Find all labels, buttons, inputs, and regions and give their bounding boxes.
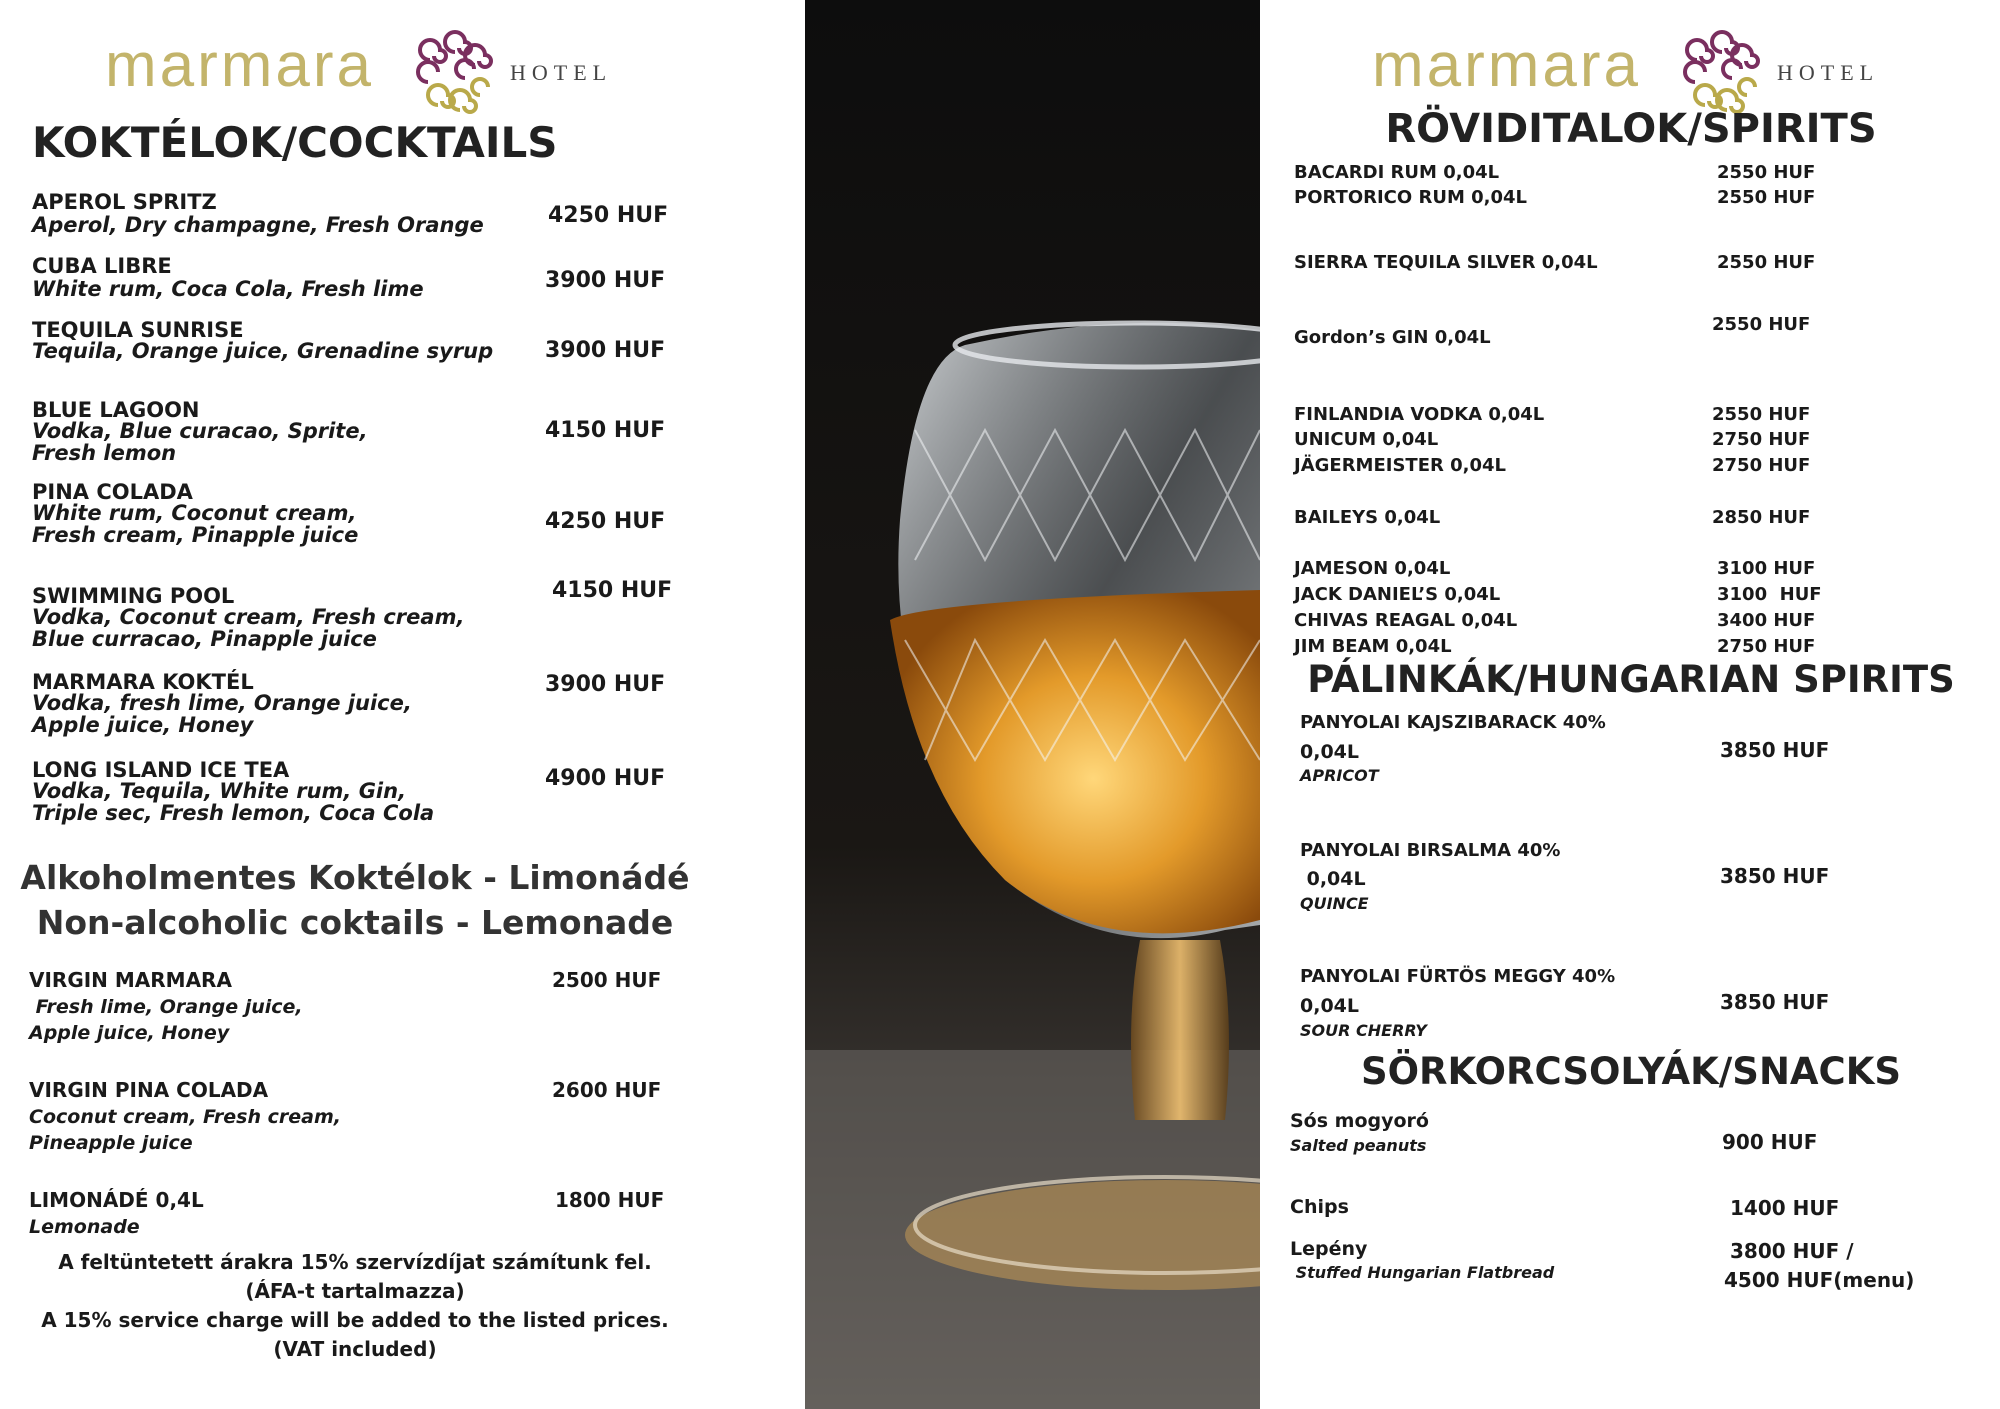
nonalcoholic-desc: Coconut cream, Fresh cream, <box>29 1106 341 1128</box>
spirit-price: 2550 HUF <box>1712 314 1811 335</box>
cocktail-price: 4900 HUF <box>545 766 666 791</box>
spirit-name: BACARDI RUM 0,04L <box>1294 162 1500 183</box>
spirit-name: BAILEYS 0,04L <box>1294 507 1441 528</box>
spirit-name: Gordon’s GIN 0,04L <box>1294 327 1491 348</box>
logo-swirl-icon <box>410 30 500 120</box>
logo-wordmark: marmara <box>1372 31 1642 100</box>
snack-name: Lepény <box>1290 1238 1368 1260</box>
palinka-size: 0,04L <box>1300 741 1359 763</box>
logo-left <box>105 30 625 110</box>
nonalcoholic-name: VIRGIN MARMARA <box>29 968 232 992</box>
cocktail-name: CUBA LIBRE <box>32 254 172 278</box>
spirit-name: UNICUM 0,04L <box>1294 429 1439 450</box>
cocktail-desc: Vodka, Tequila, White rum, Gin, <box>32 779 407 803</box>
cocktails-title: KOKTÉLOK/COCKTAILS <box>32 118 558 167</box>
palinka-desc: SOUR CHERRY <box>1300 1021 1427 1040</box>
cocktail-desc: Apple juice, Honey <box>32 713 254 737</box>
notice-line: (ÁFA-t tartalmazza) <box>245 1279 465 1303</box>
spirit-name: SIERRA TEQUILA SILVER 0,04L <box>1294 252 1598 273</box>
cocktail-price: 3900 HUF <box>545 268 666 293</box>
spirit-name: JAMESON 0,04L <box>1294 558 1451 579</box>
spirit-price: 2550 HUF <box>1712 404 1811 425</box>
cocktail-name: LONG ISLAND ICE TEA <box>32 758 290 782</box>
snacks-title: SÖRKORCSOLYÁK/SNACKS <box>1360 1050 1902 1093</box>
cocktail-desc: White rum, Coconut cream, <box>32 501 357 525</box>
palinka-name: PANYOLAI BIRSALMA 40% <box>1300 840 1561 861</box>
notice-line: (VAT included) <box>273 1337 437 1361</box>
snack-name: Sós mogyoró <box>1290 1110 1429 1132</box>
cocktail-price: 4250 HUF <box>548 203 669 228</box>
spirits-title: RÖVIDITALOK/SPIRITS <box>1385 106 1877 152</box>
cocktail-desc: Fresh lemon <box>32 441 177 465</box>
cocktail-desc: Vodka, fresh lime, Orange juice, <box>32 691 412 715</box>
cocktail-desc: Blue curracao, Pinapple juice <box>32 627 377 651</box>
spirit-price: 3100 HUF <box>1717 558 1816 579</box>
cocktail-desc: White rum, Coca Cola, Fresh lime <box>32 277 424 301</box>
cocktail-price: 4150 HUF <box>545 418 666 443</box>
logo-right <box>1372 30 1892 110</box>
nonalcoholic-title-hu: Alkoholmentes Koktélok - Limonádé <box>20 858 690 897</box>
nonalcoholic-desc: Apple juice, Honey <box>29 1022 230 1044</box>
cocktail-price: 3900 HUF <box>545 672 666 697</box>
spirit-price: 3400 HUF <box>1717 610 1816 631</box>
spirit-name: JACK DANIEL’S 0,04L <box>1294 584 1501 605</box>
nonalcoholic-price: 1800 HUF <box>555 1188 665 1212</box>
spirit-price: 2850 HUF <box>1712 507 1811 528</box>
spirit-name: JIM BEAM 0,04L <box>1294 636 1452 657</box>
nonalcoholic-name: VIRGIN PINA COLADA <box>29 1078 269 1102</box>
nonalcoholic-price: 2600 HUF <box>552 1078 662 1102</box>
cocktail-desc: Tequila, Orange juice, Grenadine syrup <box>32 339 494 363</box>
hungarian-spirits-title: PÁLINKÁK/HUNGARIAN SPIRITS <box>1307 658 1955 701</box>
cocktail-name: PINA COLADA <box>32 480 193 504</box>
spirit-price: 2550 HUF <box>1717 162 1816 183</box>
nonalcoholic-price: 2500 HUF <box>552 968 662 992</box>
palinka-size: 0,04L <box>1300 868 1366 890</box>
cocktail-name: BLUE LAGOON <box>32 398 200 422</box>
nonalcoholic-desc: Lemonade <box>29 1216 140 1238</box>
snack-name: Chips <box>1290 1196 1349 1218</box>
cocktail-name: SWIMMING POOL <box>32 584 235 608</box>
logo-hotel-text: HOTEL <box>510 60 613 85</box>
cocktail-price: 4150 HUF <box>552 578 673 603</box>
palinka-price: 3850 HUF <box>1720 738 1830 762</box>
cocktail-desc: Vodka, Coconut cream, Fresh cream, <box>32 605 465 629</box>
palinka-size: 0,04L <box>1300 995 1359 1017</box>
spirit-name: JÄGERMEISTER 0,04L <box>1294 455 1507 476</box>
palinka-desc: QUINCE <box>1300 894 1369 913</box>
palinka-name: PANYOLAI FÜRTÖS MEGGY 40% <box>1300 966 1616 987</box>
cocktail-price: 4250 HUF <box>545 509 666 534</box>
snack-desc: Stuffed Hungarian Flatbread <box>1290 1263 1555 1282</box>
spirit-name: CHIVAS REAGAL 0,04L <box>1294 610 1518 631</box>
snack-desc: Salted peanuts <box>1290 1136 1427 1155</box>
spirit-price: 2550 HUF <box>1717 187 1816 208</box>
nonalcoholic-name: LIMONÁDÉ 0,4L <box>29 1188 204 1212</box>
nonalcoholic-desc: Fresh lime, Orange juice, <box>29 996 303 1018</box>
palinka-price: 3850 HUF <box>1720 864 1830 888</box>
cocktail-desc: Vodka, Blue curacao, Sprite, <box>32 419 368 443</box>
cocktail-name: MARMARA KOKTÉL <box>32 670 254 694</box>
palinka-name: PANYOLAI KAJSZIBARACK 40% <box>1300 712 1606 733</box>
spirit-price: 2750 HUF <box>1712 455 1811 476</box>
cocktail-desc: Fresh cream, Pinapple juice <box>32 523 359 547</box>
palinka-price: 3850 HUF <box>1720 990 1830 1014</box>
spirit-name: PORTORICO RUM 0,04L <box>1294 187 1527 208</box>
cocktail-desc: Triple sec, Fresh lemon, Coca Cola <box>32 801 435 825</box>
nonalcoholic-desc: Pineapple juice <box>29 1132 193 1154</box>
logo-hotel-text: HOTEL <box>1777 60 1880 85</box>
spirit-name: FINLANDIA VODKA 0,04L <box>1294 404 1545 425</box>
snack-price: 3800 HUF / <box>1730 1239 1854 1263</box>
logo-wordmark: marmara <box>105 31 375 100</box>
spirit-price: 3100 HUF <box>1717 584 1822 605</box>
spirit-price: 2550 HUF <box>1717 252 1816 273</box>
snack-price: 4500 HUF(menu) <box>1724 1268 1915 1292</box>
snack-price: 1400 HUF <box>1730 1196 1840 1220</box>
notice-line: A feltüntetett árakra 15% szervízdíjat számítunk fel. <box>58 1250 652 1274</box>
cocktail-name: APEROL SPRITZ <box>32 190 217 214</box>
palinka-desc: APRICOT <box>1300 766 1379 785</box>
notice-line: A 15% service charge will be added to the listed prices. <box>41 1308 669 1332</box>
brandy-glass-photo <box>805 0 1260 1409</box>
spirit-price: 2750 HUF <box>1712 429 1811 450</box>
cocktail-name: TEQUILA SUNRISE <box>32 318 244 342</box>
spirit-price: 2750 HUF <box>1717 636 1816 657</box>
cocktail-desc: Aperol, Dry champagne, Fresh Orange <box>32 213 484 237</box>
cocktail-price: 3900 HUF <box>545 338 666 363</box>
nonalcoholic-title-en: Non-alcoholic coktails - Lemonade <box>36 903 674 942</box>
snack-price: 900 HUF <box>1722 1130 1818 1154</box>
